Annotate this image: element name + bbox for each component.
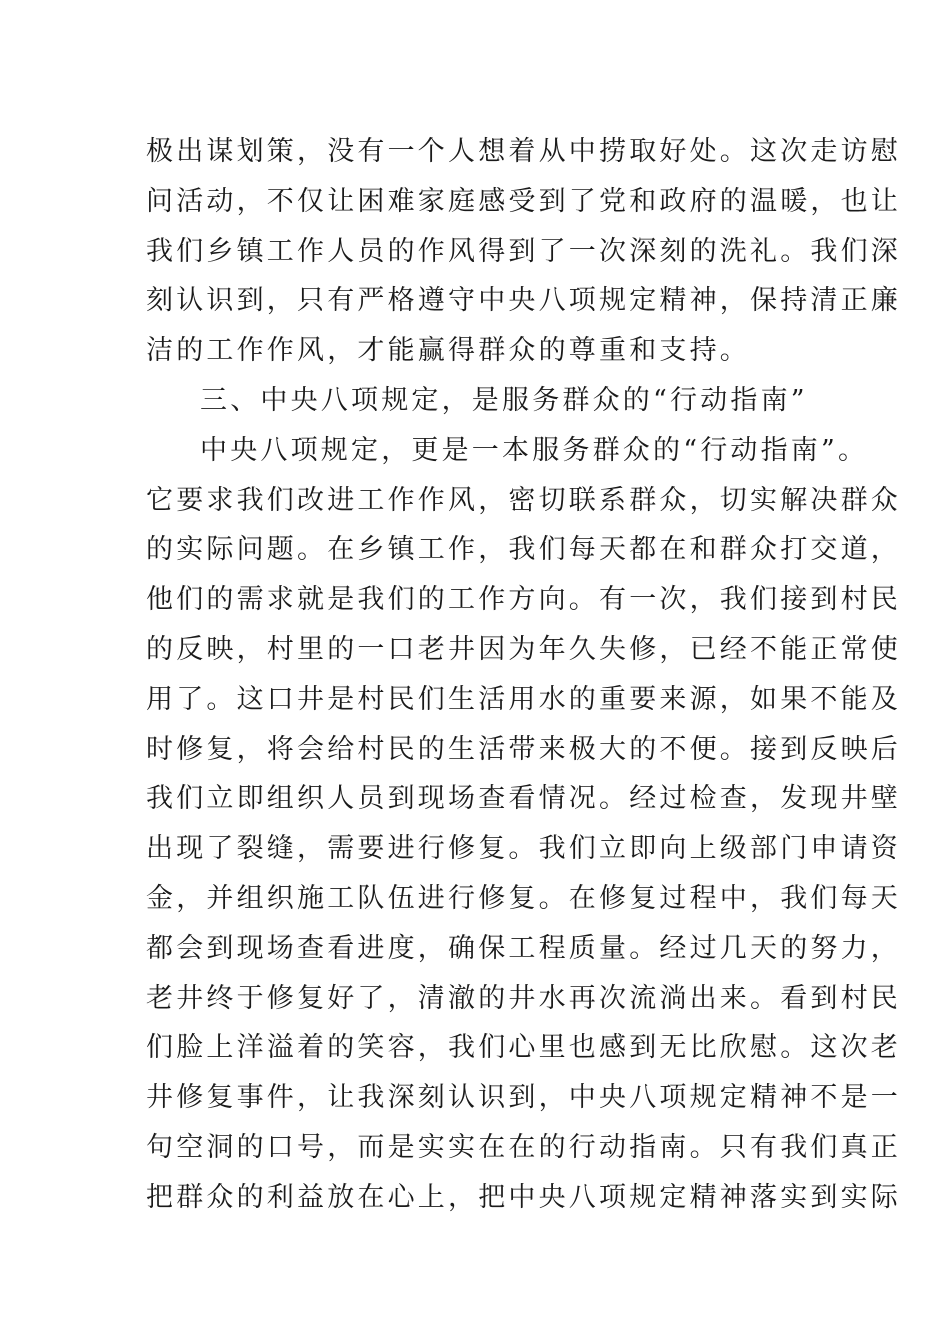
- body-line: 洁的工作作风，才能赢得群众的尊重和支持。: [146, 335, 750, 367]
- body-line: 出现了裂缝，需要进行修复。我们立即向上级部门申请资: [146, 833, 901, 865]
- paragraph-first-line: 中央八项规定，更是一本服务群众的“行动指南”。: [200, 434, 869, 466]
- body-line: 极出谋划策，没有一个人想着从中捞取好处。这次走访慰: [146, 136, 901, 167]
- body-line: 句空洞的口号，而是实实在在的行动指南。只有我们真正: [146, 1131, 901, 1163]
- body-line: 金，并组织施工队伍进行修复。在修复过程中，我们每天: [146, 882, 901, 914]
- body-line: 它要求我们改进工作作风，密切联系群众，切实解决群众: [146, 484, 901, 516]
- body-line: 的反映，村里的一口老井因为年久失修，已经不能正常使: [146, 633, 901, 665]
- body-line: 井修复事件，让我深刻认识到，中央八项规定精神不是一: [146, 1082, 901, 1114]
- body-line: 们脸上洋溢着的笑容，我们心里也感到无比欣慰。这次老: [146, 1032, 901, 1064]
- body-line: 都会到现场查看进度，确保工程质量。经过几天的努力，: [146, 932, 901, 964]
- body-line: 他们的需求就是我们的工作方向。有一次，我们接到村民: [146, 584, 901, 616]
- body-line: 我们乡镇工作人员的作风得到了一次深刻的洗礼。我们深: [146, 235, 901, 267]
- document-body: [146, 127, 901, 1223]
- body-line: 时修复，将会给村民的生活带来极大的不便。接到反映后: [146, 733, 901, 765]
- body-line: 的实际问题。在乡镇工作，我们每天都在和群众打交道，: [146, 534, 901, 566]
- section-heading: 三、中央八项规定，是服务群众的“行动指南”: [200, 384, 808, 416]
- body-line: 用了。这口井是村民们生活用水的重要来源，如果不能及: [146, 683, 901, 715]
- body-line: 我们立即组织人员到现场查看情况。经过检查，发现井壁: [146, 783, 901, 815]
- body-line: 老井终于修复好了，清澈的井水再次流淌出来。看到村民: [146, 982, 901, 1014]
- body-line: 刻认识到，只有严格遵守中央八项规定精神，保持清正廉: [146, 285, 901, 317]
- body-line: 把群众的利益放在心上，把中央八项规定精神落实到实际: [146, 1181, 901, 1213]
- body-line: 问活动，不仅让困难家庭感受到了党和政府的温暖，也让: [146, 185, 901, 217]
